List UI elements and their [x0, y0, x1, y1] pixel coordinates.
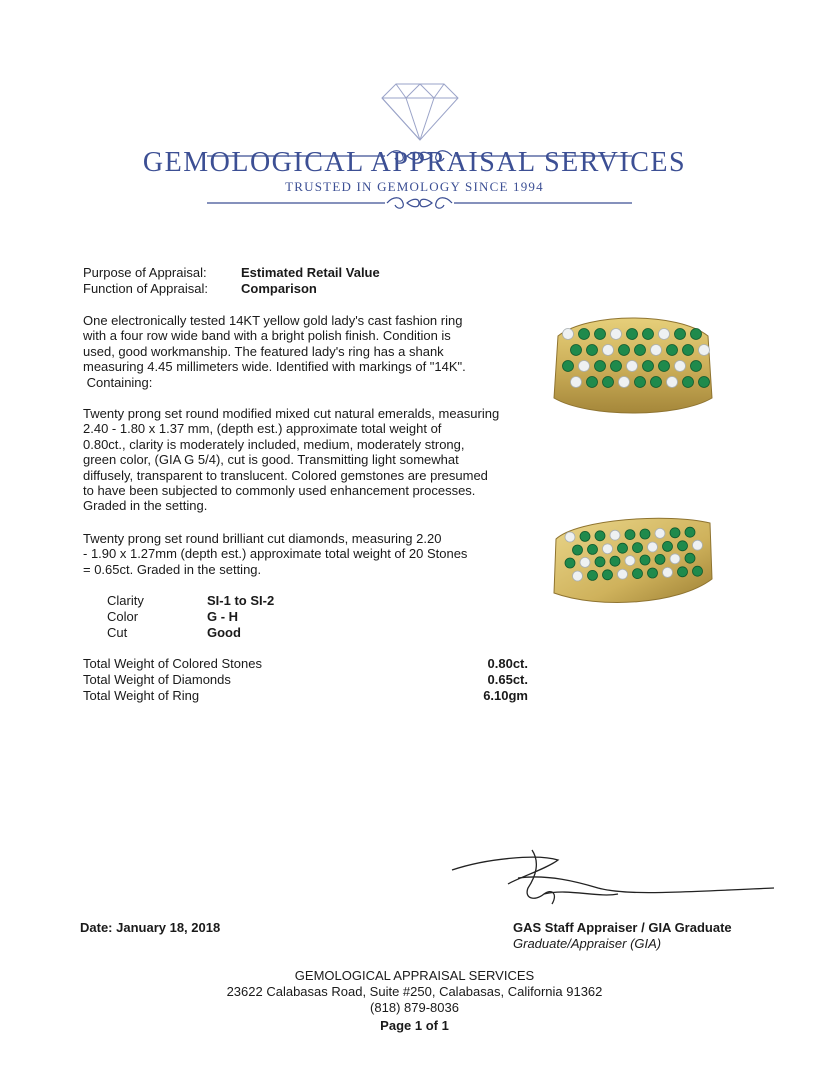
- diamond-stone: [693, 540, 703, 550]
- text-line: with a four row wide band with a bright polish finish. Condition is: [83, 328, 451, 344]
- footer-company: GEMOLOGICAL APPRAISAL SERVICES: [294, 968, 535, 983]
- emerald-stone: [648, 568, 658, 578]
- total-ring-value: 6.10gm: [483, 688, 528, 703]
- emerald-stone: [595, 557, 605, 567]
- emerald-stone: [693, 566, 703, 576]
- emerald-stone: [685, 553, 695, 563]
- function-label: Function of Appraisal:: [83, 281, 209, 296]
- emerald-stone: [627, 329, 638, 340]
- emerald-stone: [625, 530, 635, 540]
- emerald-stone: [579, 329, 590, 340]
- diamond-logo-icon: [378, 80, 462, 144]
- emerald-stone: [595, 329, 606, 340]
- footer-address: 23622 Calabasas Road, Suite #250, Calabasas, California 91362: [226, 984, 603, 999]
- footer-phone: (818) 879-8036: [370, 1000, 459, 1015]
- text-line: diffusely, transparent to translucent. Colored gemstones are presumed: [83, 467, 488, 483]
- text-line: - 1.90 x 1.27mm (depth est.) approximate total weight of 20 Stones: [83, 546, 468, 562]
- emerald-stone: [643, 329, 654, 340]
- total-colored-label: Total Weight of Colored Stones: [83, 656, 262, 671]
- diamond-stone: [610, 530, 620, 540]
- text-line: Graded in the setting.: [83, 498, 208, 514]
- company-tagline: TRUSTED IN GEMOLOGY SINCE 1994: [285, 179, 544, 194]
- company-name: GEMOLOGICAL APPRAISAL SERVICES: [142, 147, 687, 178]
- emerald-stone: [603, 377, 614, 388]
- emerald-stone: [683, 377, 694, 388]
- emerald-stone: [691, 329, 702, 340]
- diamond-stone: [699, 345, 710, 356]
- emerald-stone: [678, 541, 688, 551]
- emerald-stone: [635, 345, 646, 356]
- emerald-stone: [587, 345, 598, 356]
- total-ring-label: Total Weight of Ring: [83, 688, 200, 703]
- color-label: Color: [107, 609, 139, 624]
- emerald-description: [83, 406, 528, 514]
- ring-photo-top: [548, 306, 718, 424]
- total-diamonds-label: Total Weight of Diamonds: [83, 672, 231, 687]
- appraiser-subtitle: Graduate/Appraiser (GIA): [513, 936, 662, 951]
- function-value: Comparison: [241, 281, 317, 296]
- diamond-stone: [675, 361, 686, 372]
- text-line: = 0.65ct. Graded in the setting.: [83, 561, 262, 577]
- emerald-stone: [643, 361, 654, 372]
- color-value: G - H: [207, 609, 239, 624]
- text-line: Twenty prong set round modified mixed cut natural emeralds, measuring: [83, 406, 500, 421]
- appraiser-signature: [448, 848, 774, 920]
- diamond-stone: [579, 361, 590, 372]
- purpose-value: Estimated Retail Value: [241, 265, 380, 280]
- total-colored-value: 0.80ct.: [487, 656, 528, 671]
- diamond-stone: [611, 329, 622, 340]
- emerald-stone: [573, 545, 583, 555]
- text-line: One electronically tested 14KT yellow gold lady's cast fashion ring: [83, 313, 463, 328]
- diamond-stone: [618, 569, 628, 579]
- emerald-stone: [610, 556, 620, 566]
- emerald-stone: [588, 544, 598, 554]
- diamond-stone: [563, 329, 574, 340]
- clarity-value: SI-1 to SI-2: [207, 593, 275, 608]
- emerald-stone: [691, 361, 702, 372]
- emerald-stone: [619, 345, 630, 356]
- emerald-stone: [565, 558, 575, 568]
- emerald-stone: [633, 569, 643, 579]
- cut-value: Good: [207, 625, 241, 640]
- emerald-stone: [640, 529, 650, 539]
- emerald-stone: [685, 527, 695, 537]
- diamond-stone: [655, 528, 665, 538]
- total-diamonds-value: 0.65ct.: [487, 672, 528, 687]
- ring-photo-angled: [548, 509, 718, 613]
- diamond-stone: [603, 345, 614, 356]
- emerald-stone: [611, 361, 622, 372]
- diamond-stone: [627, 361, 638, 372]
- emerald-stone: [618, 543, 628, 553]
- diamond-stone: [659, 329, 670, 340]
- emerald-stone: [633, 543, 643, 553]
- emerald-stone: [635, 377, 646, 388]
- diamond-stone: [565, 532, 575, 542]
- footer-page-number: Page 1 of 1: [380, 1018, 449, 1033]
- emerald-stone: [563, 361, 574, 372]
- emerald-stone: [595, 531, 605, 541]
- emerald-stone: [640, 555, 650, 565]
- emerald-stone: [659, 361, 670, 372]
- clarity-label: Clarity: [107, 593, 144, 608]
- diamond-stone: [670, 554, 680, 564]
- text-line: to have been subjected to commonly used enhancement processes.: [83, 483, 476, 499]
- text-line: Twenty prong set round brilliant cut diamonds, measuring 2.20: [83, 531, 442, 546]
- diamond-stone: [571, 377, 582, 388]
- emerald-stone: [655, 554, 665, 564]
- emerald-stone: [699, 377, 710, 388]
- emerald-stone: [595, 361, 606, 372]
- appraiser-title: GAS Staff Appraiser / GIA Graduate: [513, 920, 732, 935]
- diamond-stone: [580, 557, 590, 567]
- emerald-stone: [588, 570, 598, 580]
- text-line: green color, (GIA G 5/4), cut is good. Transmitting light somewhat: [83, 452, 459, 468]
- diamond-stone: [619, 377, 630, 388]
- diamond-stone: [667, 377, 678, 388]
- ornamental-rule-bottom: [207, 194, 632, 212]
- text-line: 0.80ct., clarity is moderately included, medium, moderately strong,: [83, 436, 465, 452]
- diamond-stone: [573, 571, 583, 581]
- emerald-stone: [683, 345, 694, 356]
- emerald-stone: [675, 329, 686, 340]
- ring-description: [83, 313, 528, 390]
- emerald-stone: [651, 377, 662, 388]
- diamond-stone: [603, 544, 613, 554]
- emerald-stone: [571, 345, 582, 356]
- diamond-stone: [663, 567, 673, 577]
- emerald-stone: [670, 528, 680, 538]
- emerald-stone: [587, 377, 598, 388]
- emerald-stone: [580, 531, 590, 541]
- purpose-label: Purpose of Appraisal:: [83, 265, 207, 280]
- diamond-stone: [648, 542, 658, 552]
- diamond-stone: [625, 556, 635, 566]
- text-line: measuring 4.45 millimeters wide. Identified with markings of "14K".: [83, 359, 466, 375]
- appraisal-date: Date: January 18, 2018: [80, 920, 221, 935]
- emerald-stone: [678, 567, 688, 577]
- text-line: 2.40 - 1.80 x 1.37 mm, (depth est.) approximate total weight of: [83, 421, 442, 437]
- diamond-stone: [651, 345, 662, 356]
- text-line: Containing:: [83, 374, 153, 390]
- emerald-stone: [667, 345, 678, 356]
- emerald-stone: [603, 570, 613, 580]
- diamond-description: [83, 531, 528, 577]
- emerald-stone: [663, 541, 673, 551]
- cut-label: Cut: [107, 625, 128, 640]
- text-line: used, good workmanship. The featured lady's ring has a shank: [83, 343, 444, 359]
